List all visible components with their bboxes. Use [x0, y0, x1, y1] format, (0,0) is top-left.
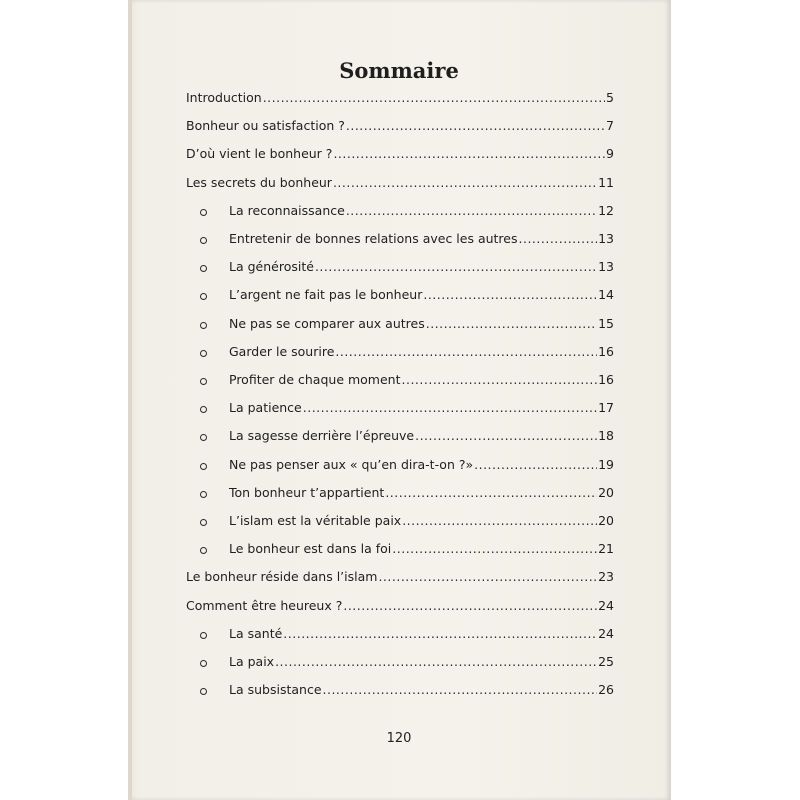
toc-entry-page: 12: [598, 202, 614, 218]
dot-leader: [333, 146, 605, 161]
toc-entry-page: 24: [598, 597, 614, 613]
toc-entry: [186, 175, 614, 193]
toc-subentry: [229, 203, 614, 221]
page-title: Sommaire: [339, 58, 459, 83]
toc-entry: [186, 598, 614, 616]
toc-subentry: [229, 513, 614, 531]
dot-leader: [343, 598, 597, 613]
circle-bullet-icon: [200, 322, 207, 329]
toc-entry-page: 13: [598, 231, 614, 246]
toc-entry-page: 24: [598, 625, 614, 641]
toc-subentry: [229, 654, 614, 672]
toc-entry-label: Ne pas se comparer aux autres: [229, 315, 425, 331]
toc-entry-label: La générosité: [229, 259, 314, 275]
toc-entry-page: 19: [598, 456, 614, 472]
dot-leader: [346, 118, 605, 133]
toc-subentry: [229, 457, 614, 475]
toc-subentry: [229, 287, 614, 305]
toc-entry-page: 17: [598, 400, 614, 416]
dot-leader: [426, 316, 597, 331]
toc-subentry: [229, 344, 614, 362]
circle-bullet-icon: [200, 265, 207, 272]
toc-entry-label: Entretenir de bonnes relations avec les autres: [229, 231, 518, 246]
toc-entry-page: 18: [598, 428, 614, 444]
dot-leader: [335, 344, 597, 359]
toc-entry-page: 5: [606, 90, 614, 105]
dot-leader: [474, 457, 597, 472]
circle-bullet-icon: [200, 293, 207, 300]
toc-entry-label: Profiter de chaque moment: [229, 372, 401, 387]
dot-leader: [392, 541, 597, 556]
toc-subentry: [229, 372, 614, 390]
page-number: 120: [386, 731, 412, 746]
toc-entry-page: 21: [598, 541, 614, 557]
toc-entry-label: Introduction: [186, 90, 262, 105]
circle-bullet-icon: [200, 463, 207, 470]
circle-bullet-icon: [200, 434, 207, 441]
toc-entry: [186, 90, 614, 108]
toc-entry: [186, 146, 614, 164]
dot-leader: [333, 175, 597, 190]
toc-subentry: [229, 485, 614, 503]
toc-entry-page: 13: [598, 259, 614, 275]
dot-leader: [323, 682, 598, 697]
toc-entry: [186, 118, 614, 136]
toc-entry-label: La patience: [229, 400, 302, 416]
toc-entry-label: L’argent ne fait pas le bonheur: [229, 287, 423, 303]
toc-entry-page: 16: [598, 343, 614, 359]
toc-subentry: [229, 259, 614, 277]
toc-subentry: [229, 428, 614, 446]
toc-entry-label: La paix: [229, 654, 275, 669]
circle-bullet-icon: [200, 378, 207, 385]
circle-bullet-icon: [200, 547, 207, 554]
toc-entry-page: 11: [598, 174, 614, 190]
dot-leader: [346, 203, 597, 218]
dot-leader: [415, 428, 597, 443]
dot-leader: [378, 569, 597, 584]
toc-subentry: [229, 231, 614, 249]
circle-bullet-icon: [200, 688, 207, 695]
circle-bullet-icon: [200, 660, 207, 667]
toc-entry-page: 20: [598, 513, 614, 528]
toc-entry-label: Le bonheur réside dans l’islam: [186, 569, 378, 585]
dot-leader: [402, 372, 598, 387]
dot-leader: [283, 626, 597, 641]
toc-entry-label: La reconnaissance: [229, 202, 345, 218]
dot-leader: [385, 485, 597, 500]
toc-entry-page: 7: [606, 118, 614, 134]
toc-entry-label: D’où vient le bonheur ?: [186, 146, 333, 162]
toc-subentry: [229, 682, 614, 700]
toc-entry-page: 20: [598, 484, 614, 500]
circle-bullet-icon: [200, 209, 207, 216]
toc-entry-page: 16: [598, 372, 614, 387]
toc-entry-label: La sagesse derrière l’épreuve: [229, 428, 415, 444]
toc-entry-page: 14: [598, 287, 614, 303]
circle-bullet-icon: [200, 632, 207, 639]
toc-entry-label: Bonheur ou satisfaction ?: [186, 118, 345, 134]
dot-leader: [315, 259, 597, 274]
toc-entry-label: La subsistance: [229, 682, 322, 698]
toc-entry-label: Ne pas penser aux « qu’en dira-t-on ?»: [229, 456, 474, 472]
circle-bullet-icon: [200, 406, 207, 413]
toc-entry: [186, 569, 614, 587]
dot-leader: [275, 654, 597, 669]
toc-entry-page: 9: [606, 146, 614, 162]
toc-subentry: [229, 400, 614, 418]
toc-subentry: [229, 626, 614, 644]
toc-entry-page: 15: [598, 315, 614, 331]
toc-entry-page: 23: [598, 569, 614, 585]
dot-leader: [423, 287, 597, 302]
toc-entry-label: Les secrets du bonheur: [186, 174, 332, 190]
toc-entry-label: Garder le sourire: [229, 343, 335, 359]
toc-subentry: [229, 541, 614, 559]
circle-bullet-icon: [200, 350, 207, 357]
toc-entry-label: Ton bonheur t’appartient: [229, 484, 385, 500]
dot-leader: [303, 400, 597, 415]
toc-entry-page: 25: [598, 654, 614, 669]
dot-leader: [402, 513, 597, 528]
toc-entry-label: La santé: [229, 625, 283, 641]
toc-entry-label: Le bonheur est dans la foi: [229, 541, 392, 557]
dot-leader: [519, 231, 598, 246]
toc-entry-label: L’islam est la véritable paix: [229, 513, 402, 528]
toc-entry-label: Comment être heureux ?: [186, 597, 343, 613]
circle-bullet-icon: [200, 237, 207, 244]
dot-leader: [263, 90, 605, 105]
toc-subentry: [229, 316, 614, 334]
toc-entry-page: 26: [598, 682, 614, 698]
circle-bullet-icon: [200, 491, 207, 498]
circle-bullet-icon: [200, 519, 207, 526]
